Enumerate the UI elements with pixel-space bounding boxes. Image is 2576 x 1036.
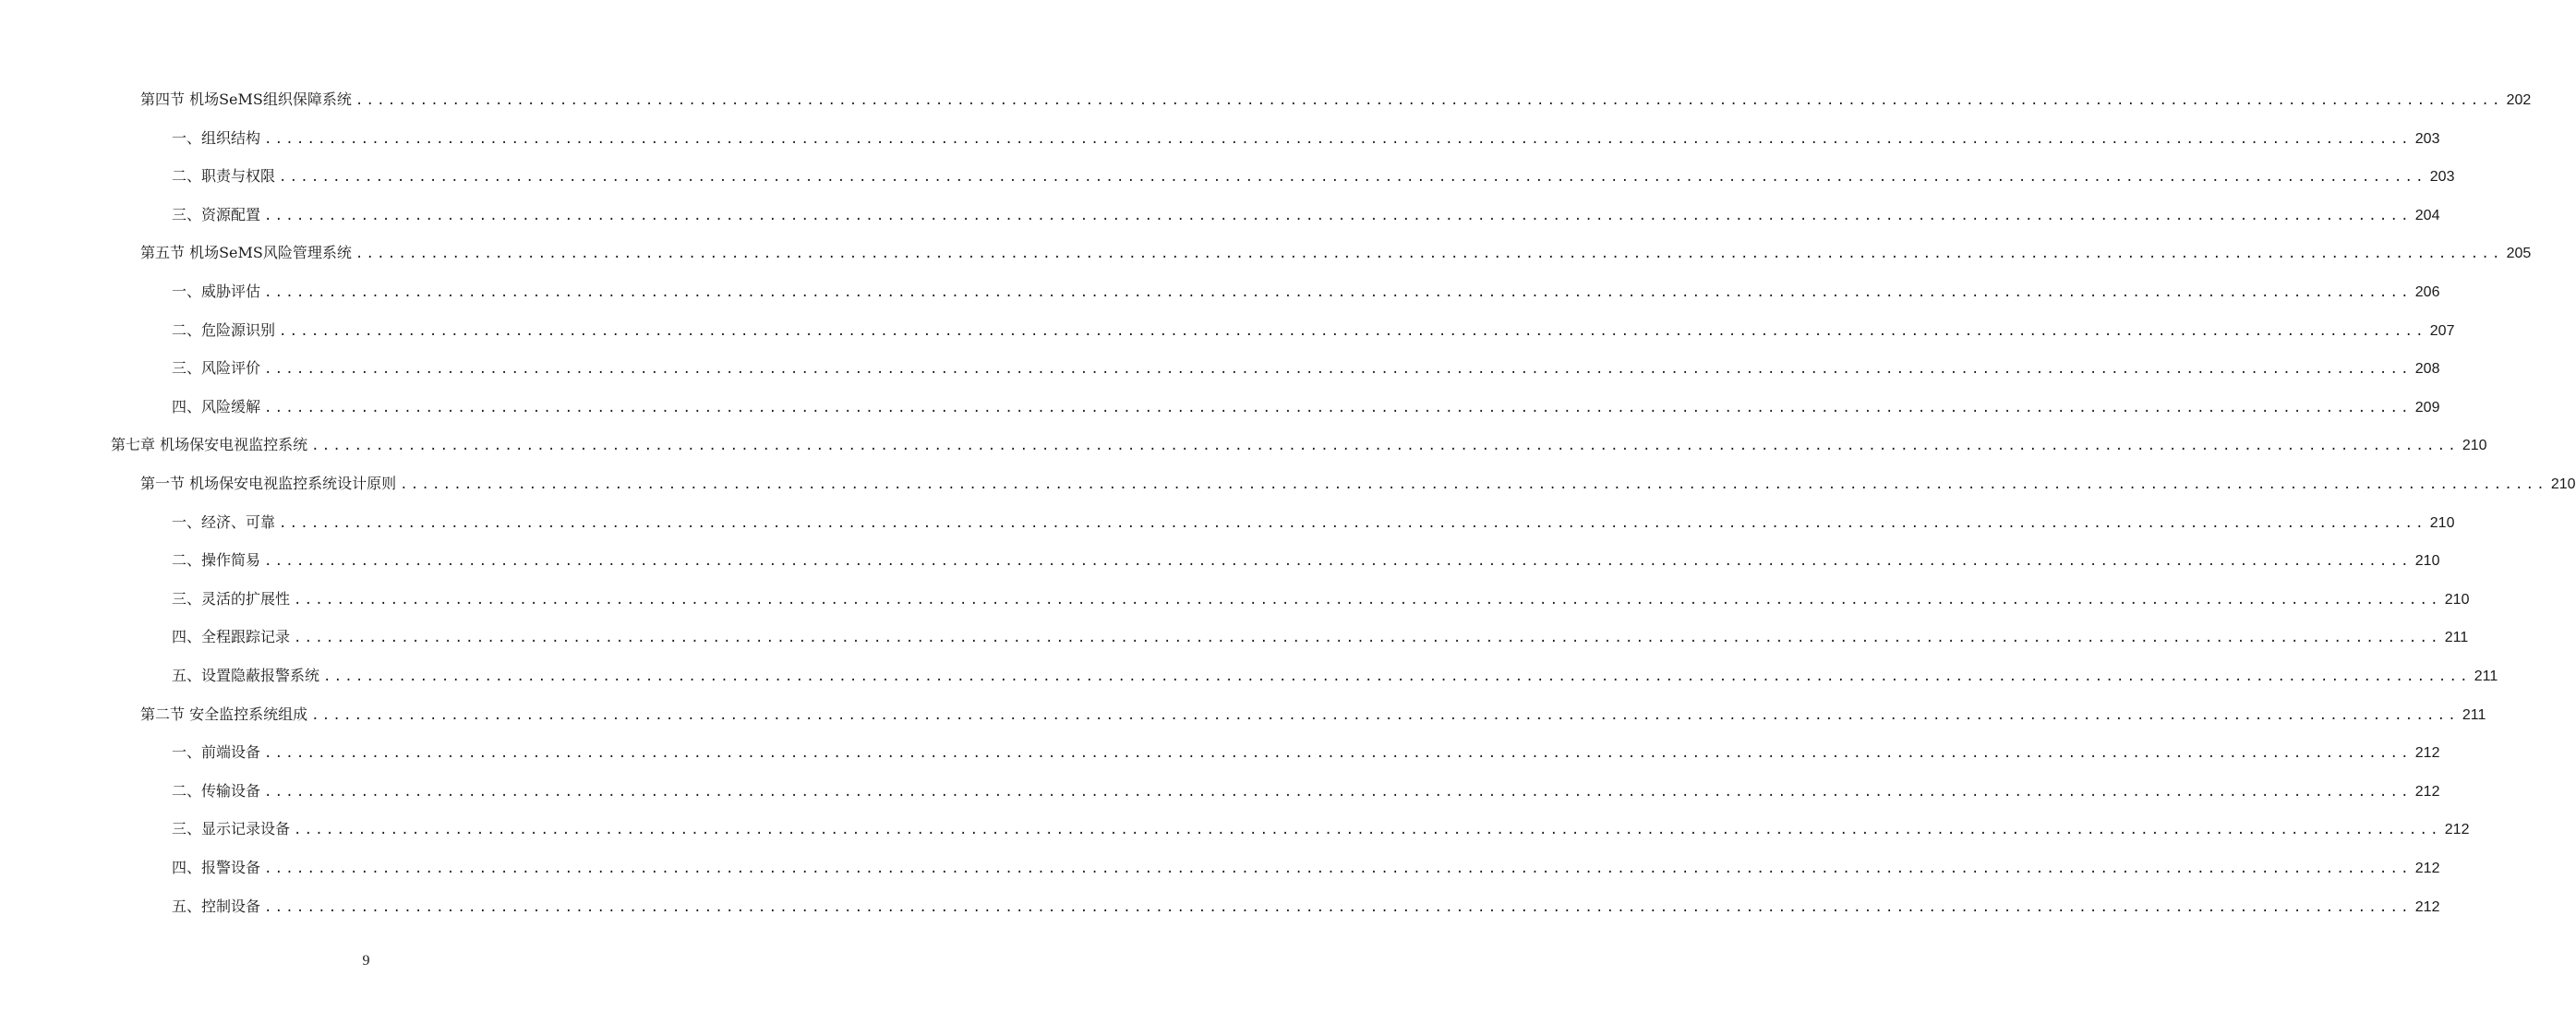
toc-entry[interactable] (172, 396, 2440, 418)
toc-dot-leader: ........................................................................................................................................................................................................ (264, 861, 2412, 876)
toc-dot-leader: ........................................................................................................................................................................................................ (279, 515, 2426, 531)
toc-entry[interactable] (172, 588, 2470, 610)
toc-entry[interactable] (172, 281, 2440, 303)
toc-dot-leader: ........................................................................................................................................................................................................ (294, 631, 2441, 646)
toc-dot-leader: ........................................................................................................................................................................................................ (264, 131, 2412, 147)
toc-entry-page: 212 (2414, 898, 2440, 915)
toc-entry-page: 208 (2414, 361, 2440, 378)
toc-entry-page: 210 (2462, 438, 2487, 454)
toc-entry-page: 203 (2414, 130, 2440, 147)
toc-dot-leader: ........................................................................................................................................................................................................ (323, 669, 2471, 684)
toc-entry-page: 203 (2429, 169, 2455, 186)
toc-entry-title: 四、报警设备 (172, 859, 261, 876)
toc-entry[interactable] (140, 473, 2576, 495)
toc-dot-leader: ........................................................................................................................................................................................................ (264, 784, 2412, 800)
toc-entry-title: 第七章 机场保安电视监控系统 (111, 436, 308, 454)
toc-entry[interactable] (172, 741, 2440, 764)
toc-entry-title: 五、设置隐蔽报警系统 (172, 667, 320, 684)
toc-entry-page: 210 (2444, 591, 2470, 608)
toc-entry[interactable] (172, 665, 2498, 687)
toc-entry[interactable] (172, 626, 2469, 648)
toc-entry[interactable] (172, 127, 2440, 150)
toc-entry-title: 二、职责与权限 (172, 167, 276, 186)
toc-dot-leader: ........................................................................................................................................................................................................ (264, 554, 2412, 570)
toc-entry-page: 212 (2414, 861, 2440, 876)
toc-dot-leader: ........................................................................................................................................................................................................ (264, 400, 2412, 416)
toc-entry[interactable] (172, 780, 2440, 802)
toc-dot-leader: ........................................................................................................................................................................................................ (355, 93, 2503, 108)
toc-dot-leader: ........................................................................................................................................................................................................ (264, 899, 2412, 915)
toc-dot-leader: ........................................................................................................................................................................................................ (311, 439, 2459, 454)
toc-entry-page: 209 (2414, 399, 2440, 416)
toc-entry-title: 三、显示记录设备 (172, 820, 291, 838)
toc-entry-page: 211 (2462, 706, 2486, 723)
toc-entry-page: 204 (2414, 207, 2440, 223)
toc-entry-title: 二、传输设备 (172, 781, 261, 800)
toc-dot-leader: ........................................................................................................................................................................................................ (294, 823, 2441, 838)
toc-entry-title: 三、灵活的扩展性 (172, 589, 291, 608)
toc-entry-title: 一、经济、可靠 (172, 512, 276, 531)
toc-dot-leader: ........................................................................................................................................................................................................ (355, 247, 2503, 262)
toc-entry[interactable] (172, 896, 2440, 918)
toc-dot-leader: ........................................................................................................................................................................................................ (400, 477, 2547, 492)
toc-dot-leader: ........................................................................................................................................................................................................ (294, 592, 2441, 608)
toc-entry[interactable] (140, 242, 2532, 264)
toc-entry-title: 五、控制设备 (172, 897, 261, 915)
toc-dot-leader: ........................................................................................................................................................................................................ (264, 362, 2412, 378)
toc-dot-leader: ........................................................................................................................................................................................................ (264, 285, 2412, 300)
toc-entry-page: 210 (2550, 476, 2576, 492)
toc-entry[interactable] (172, 319, 2455, 342)
toc-dot-leader: ........................................................................................................................................................................................................ (311, 707, 2459, 723)
toc-entry[interactable] (140, 704, 2486, 726)
toc-entry-title: 三、资源配置 (172, 205, 261, 223)
toc-entry-page: 202 (2506, 92, 2532, 108)
toc-dot-leader: ........................................................................................................................................................................................................ (279, 323, 2426, 339)
toc-entry-page: 206 (2414, 284, 2440, 300)
toc-entry-title: 第五节 机场SeMS风险管理系统 (140, 244, 352, 262)
toc-dot-leader: ........................................................................................................................................................................................................ (264, 746, 2412, 762)
toc-entry-title: 二、危险源识别 (172, 320, 276, 339)
toc-entry-title: 四、全程跟踪记录 (172, 628, 291, 646)
toc-entry-title: 第二节 安全监控系统组成 (140, 705, 308, 723)
toc-entry-page: 212 (2444, 822, 2470, 838)
toc-entry[interactable] (172, 857, 2440, 879)
toc-entry[interactable] (111, 434, 2487, 456)
toc-entry-page: 212 (2414, 745, 2440, 762)
toc-entry-page: 211 (2444, 630, 2469, 646)
page-number: 9 (362, 953, 370, 969)
toc-entry-page: 205 (2506, 246, 2532, 262)
toc-entry-title: 第四节 机场SeMS组织保障系统 (140, 90, 352, 108)
toc-entry-title: 一、前端设备 (172, 743, 261, 762)
toc-entry-title: 一、组织结构 (172, 128, 261, 147)
toc-entry-page: 212 (2414, 783, 2440, 800)
toc-entry[interactable] (172, 165, 2455, 187)
toc-entry[interactable] (172, 512, 2455, 534)
toc-entry-page: 210 (2414, 553, 2440, 570)
toc-entry-title: 三、风险评价 (172, 359, 261, 378)
toc-entry-page: 210 (2429, 514, 2455, 531)
toc-entry[interactable] (172, 818, 2470, 840)
toc-entry[interactable] (140, 89, 2532, 111)
toc-entry-page: 207 (2429, 322, 2455, 339)
toc-entry-title: 四、风险缓解 (172, 397, 261, 416)
toc-entry-title: 二、操作简易 (172, 551, 261, 570)
toc-dot-leader: ........................................................................................................................................................................................................ (279, 170, 2426, 186)
toc-entry[interactable] (172, 204, 2440, 226)
toc-entry-title: 一、威胁评估 (172, 283, 261, 300)
toc-entry-page: 211 (2474, 669, 2498, 684)
toc-dot-leader: ........................................................................................................................................................................................................ (264, 208, 2412, 223)
toc-entry[interactable] (172, 357, 2440, 379)
toc-entry[interactable] (172, 549, 2440, 572)
toc-entry-title: 第一节 机场保安电视监控系统设计原则 (140, 475, 397, 492)
